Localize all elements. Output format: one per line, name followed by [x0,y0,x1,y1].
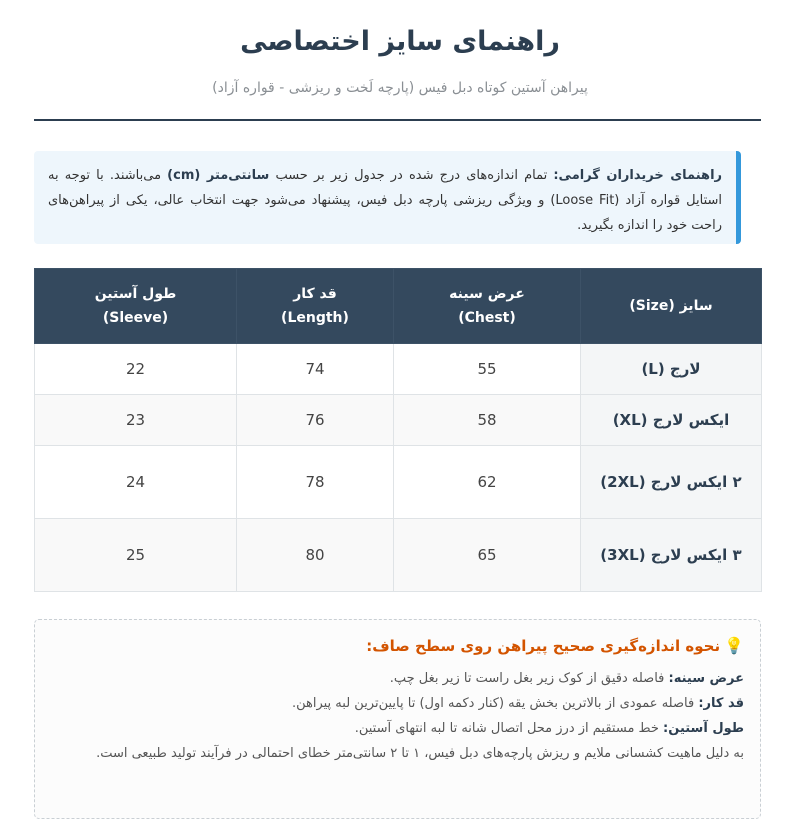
chest-cell: 55 [394,344,581,395]
length-cell: 78 [237,446,394,519]
size-cell: ۲ ایکس لارج (2XL) [581,446,762,519]
sleeve-cell: 23 [35,395,237,446]
intro-text-1: تمام اندازه‌های درج شده در جدول زیر بر حسب [269,168,554,183]
length-cell: 80 [237,519,394,592]
measuring-tips-box [34,619,761,819]
chest-cell: 58 [394,395,581,446]
size-cell: لارج (L) [581,344,762,395]
header-size: سایز (Size) [581,269,762,344]
page-subtitle: پیراهن آستین کوتاه دبل فیس (پارچه لَخت و ریزشی - قواره آزاد) [212,80,588,96]
table-row [35,519,762,592]
size-table [34,268,762,592]
chest-cell: 62 [394,446,581,519]
sleeve-cell: 25 [35,519,237,592]
table-header-row [35,269,762,344]
header-length: قد کار (Length) [237,269,394,344]
size-cell: ۳ ایکس لارج (3XL) [581,519,762,592]
length-cell: 74 [237,344,394,395]
lightbulb-icon: 💡 [724,636,744,655]
header-divider [34,119,761,121]
intro-text-2: می‌باشند. با توجه به استایل قواره آزاد (Loose Fit) و ویژگی ریزشی پارچه دبل فیس، پیشنهاد می‌شود جهت انتخاب عالی، یکی از پیراهن‌های راحت خود را اندازه بگیرید. [48,168,722,233]
table-row [35,395,762,446]
intro-notice [34,151,741,244]
header-sleeve: طول آستین (Sleeve) [35,269,237,344]
sleeve-cell: 22 [35,344,237,395]
tip-chest: عرض سینه: فاصله دقیق از کوک زیر بغل راست تا زیر بغل چپ. [389,671,744,686]
tip-sleeve: طول آستین: خط مستقیم از درز محل اتصال شانه تا لبه انتهای آستین. [354,721,744,736]
page-title: راهنمای سایز اختصاصی [240,26,560,57]
tips-title: 💡نحوه اندازه‌گیری صحیح پیراهن روی سطح صاف: [366,636,744,655]
size-cell: ایکس لارج (XL) [581,395,762,446]
table-row [35,446,762,519]
intro-lead: راهنمای خریداران گرامی: [553,168,723,183]
sleeve-cell: 24 [35,446,237,519]
table-row [35,344,762,395]
header-chest: عرض سینه (Chest) [394,269,581,344]
chest-cell: 65 [394,519,581,592]
tip-length: قد کار: فاصله عمودی از بالاترین بخش یقه (کنار دکمه اول) تا پایین‌ترین لبه پیراهن. [291,696,744,711]
tip-note: به دلیل ماهیت کشسانی ملایم و ریزش پارچه‌های دبل فیس، ۱ تا ۲ سانتی‌متر خطای احتمالی در فرآیند تولید طبیعی است. [96,746,744,761]
length-cell: 76 [237,395,394,446]
intro-unit: سانتی‌متر (cm) [167,168,270,183]
